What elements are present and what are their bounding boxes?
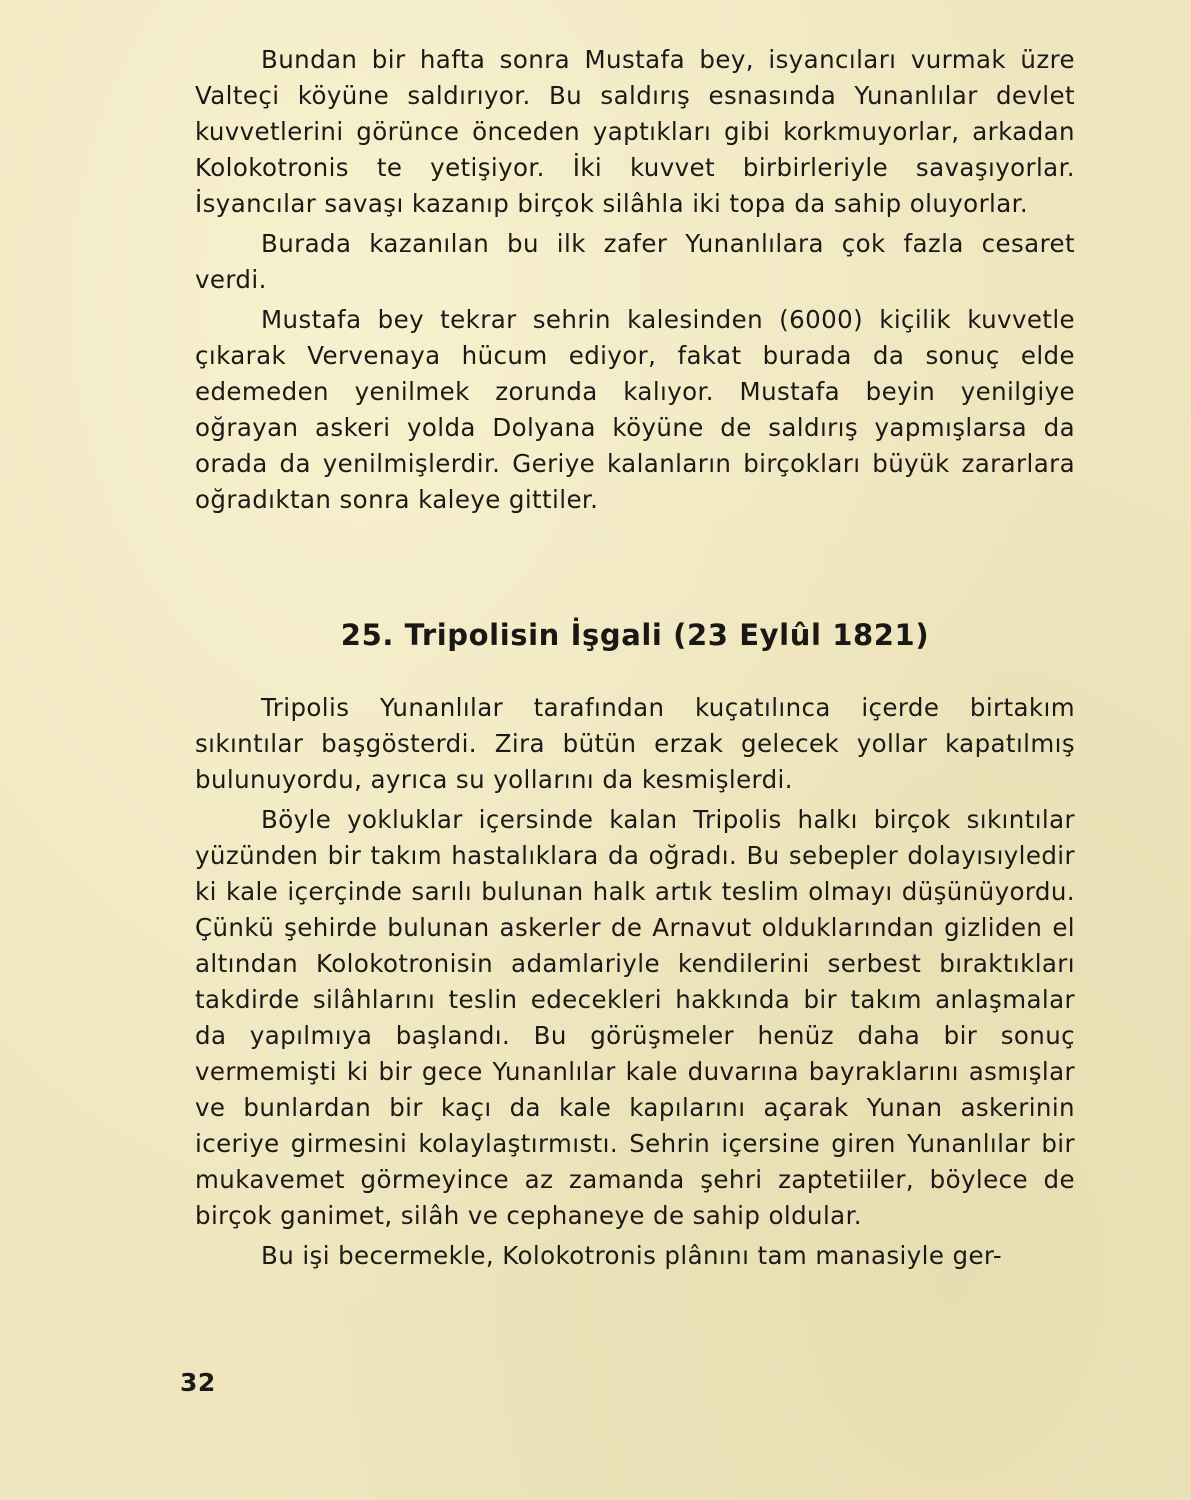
paragraph: Bu işi becermekle, Kolokotronis plânını tam manasiyle ger- (261, 1241, 1003, 1270)
section-heading: 25. Tripolisin İşgali (23 Eylûl 1821) (340, 618, 930, 652)
paragraph: Tripolis Yunanlılar tarafından kuçatılınca içerde birtakım sıkıntılar başgösterdi. Zira bütün erzak gelecek yollar kapatılmış bulunuyordu, ayrıca su yollarını da kesmişlerdi. (195, 693, 1075, 794)
paragraph: Böyle yokluklar içersinde kalan Tripolis halkı birçok sıkıntılar yüzünden bir takım hastalıklara da oğradı. Bu sebepler dolayısıyledir ki kale içerçinde sarılı bulunan halk artık teslim olmayı düşünüyordu. Çünkü şehirde bulunan askerler de Arnavut olduklarından gizliden el altından Kolokotronisin adamlariyle kendilerini serbest bıraktıkları takdirde silâhlarını teslin edecekleri hakkında bir takım anlaşmalar da yapılmıya başlandı. Bu görüşmeler henüz daha bir sonuç vermemişti ki bir gece Yunanlılar kale duvarına bayraklarını asmışlar ve bunlardan bir kaçı da kale kapılarını açarak Yunan askerinin iceriye girmesini kolaylaştırmıstı. Sehrin içersine giren Yunanlılar bir mukavemet görmeyince az zamanda şehri zaptetiiler, böylece de birçok ganimet, silâh ve cephaneye de sahip oldular. (195, 805, 1075, 1230)
paragraph: Mustafa bey tekrar sehrin kalesinden (6000) kiçilik kuvvetle çıkarak Vervenaya hücum ediyor, fakat burada da sonuç elde edemeden yenilmek zorunda kalıyor. Mustafa beyin yenilgiye oğrayan askeri yolda Dolyana köyüne de saldırış yapmışlarsa da orada da yenilmişlerdir. Geriye kalanların birçokları büyük zararlara oğradıktan sonra kaleye gittiler. (195, 305, 1075, 514)
paragraph: Burada kazanılan bu ilk zafer Yunanlılara çok fazla cesaret verdi. (195, 229, 1075, 294)
page-number: 32 (180, 1368, 216, 1397)
paragraph: Bundan bir hafta sonra Mustafa bey, isyancıları vurmak üzre Valteçi köyüne saldırıyor. Bu saldırış esnasında Yunanlılar devlet kuvvetlerini görünce önceden yaptıkları gibi korkmuyorlar, arkadan Kolokotronis te yetişiyor. İki kuvvet birbirleriyle savaşıyorlar. İsyancılar savaşı kazanıp birçok silâhla iki topa da sahip oluyorlar. (195, 45, 1075, 218)
text-block-bottom (195, 690, 1075, 1274)
text-block-top (195, 42, 1075, 518)
